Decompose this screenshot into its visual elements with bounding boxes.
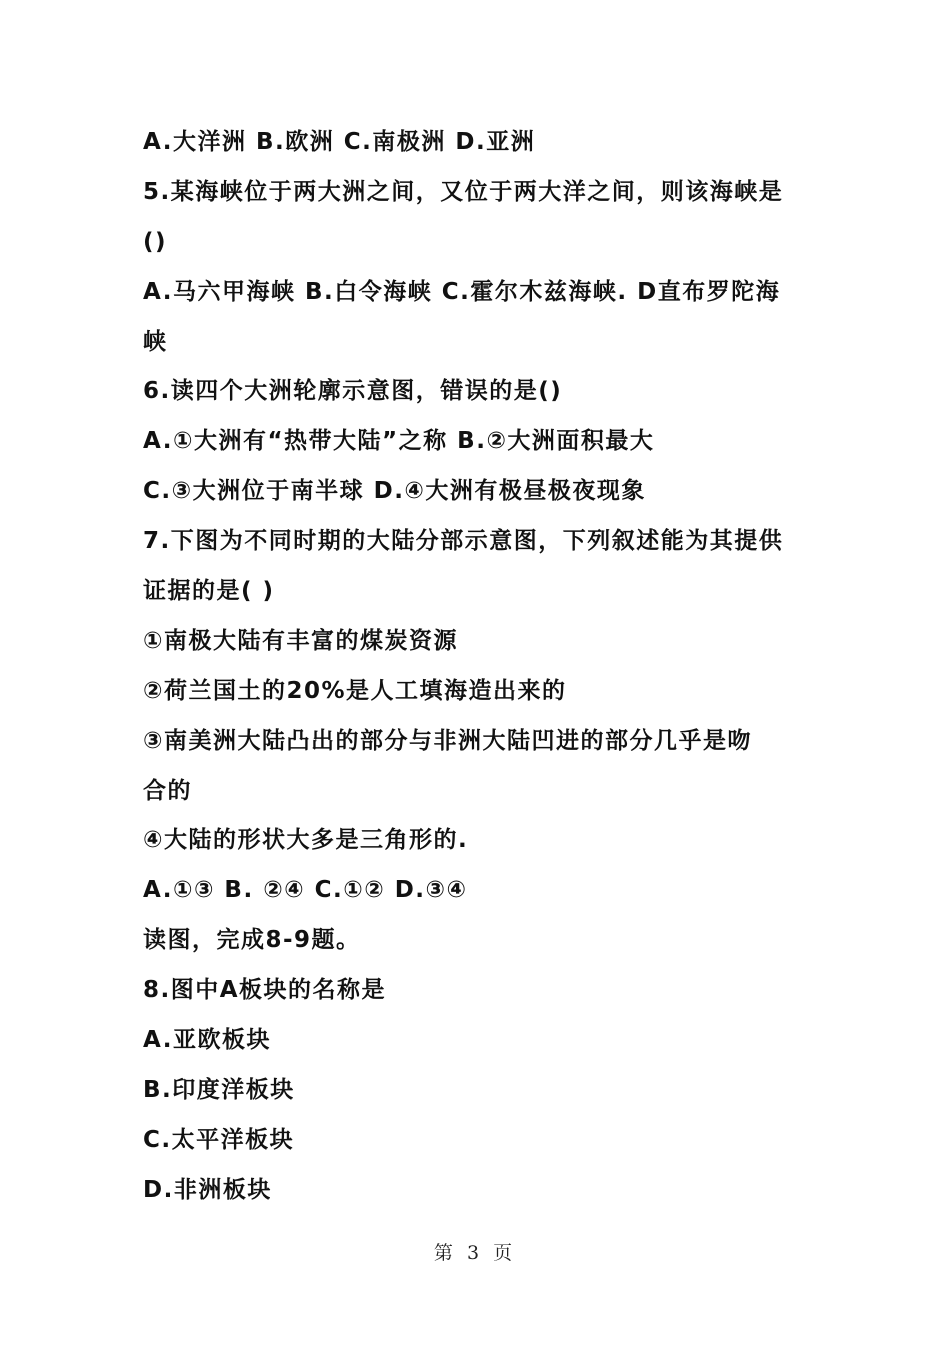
q6-stem: 6.读四个大洲轮廓示意图，错误的是() bbox=[143, 378, 563, 405]
q7-statement-1: ①南极大陆有丰富的煤炭资源 bbox=[143, 627, 458, 654]
q8-9-instruction: 读图，完成8-9题。 bbox=[143, 927, 361, 954]
q6-options-cd: C.③大洲位于南半球 D.④大洲有极昼极夜现象 bbox=[143, 478, 646, 505]
page-number: 第 3 页 bbox=[433, 1242, 517, 1264]
q8-option-d: D.非洲板块 bbox=[143, 1176, 272, 1203]
q7-statement-4: ④大陆的形状大多是三角形的. bbox=[143, 827, 469, 854]
q8-option-b: B.印度洋板块 bbox=[143, 1076, 295, 1103]
q7-statement-3-continued: 合的 bbox=[143, 777, 192, 804]
q7-statement-3: ③南美洲大陆凸出的部分与非洲大陆凹进的部分几乎是吻 bbox=[143, 727, 752, 754]
document-body bbox=[143, 118, 823, 1216]
q7-stem: 7.下图为不同时期的大陆分部示意图，下列叙述能为其提供 bbox=[143, 528, 784, 555]
q5-options: A.马六甲海峡 B.白令海峡 C.霍尔木兹海峡. D直布罗陀海 bbox=[143, 278, 781, 305]
q7-stem-continued: 证据的是( ) bbox=[143, 578, 275, 605]
q6-options-ab: A.①大洲有“热带大陆”之称 B.②大洲面积最大 bbox=[143, 428, 655, 455]
q5-stem-continued: () bbox=[143, 228, 168, 255]
q8-option-a: A.亚欧板块 bbox=[143, 1027, 271, 1054]
q4-options: A.大洋洲 B.欧洲 C.南极洲 D.亚洲 bbox=[143, 129, 536, 155]
q7-statement-2: ②荷兰国土的20%是人工填海造出来的 bbox=[143, 677, 567, 704]
q8-stem: 8.图中A板块的名称是 bbox=[143, 977, 387, 1004]
q5-options-continued: 峡 bbox=[143, 328, 168, 355]
q7-options: A.①③ B. ②④ C.①② D.③④ bbox=[143, 877, 468, 904]
q5-stem: 5.某海峡位于两大洲之间，又位于两大洋之间，则该海峡是 bbox=[143, 178, 784, 205]
q8-option-c: C.太平洋板块 bbox=[143, 1126, 295, 1153]
